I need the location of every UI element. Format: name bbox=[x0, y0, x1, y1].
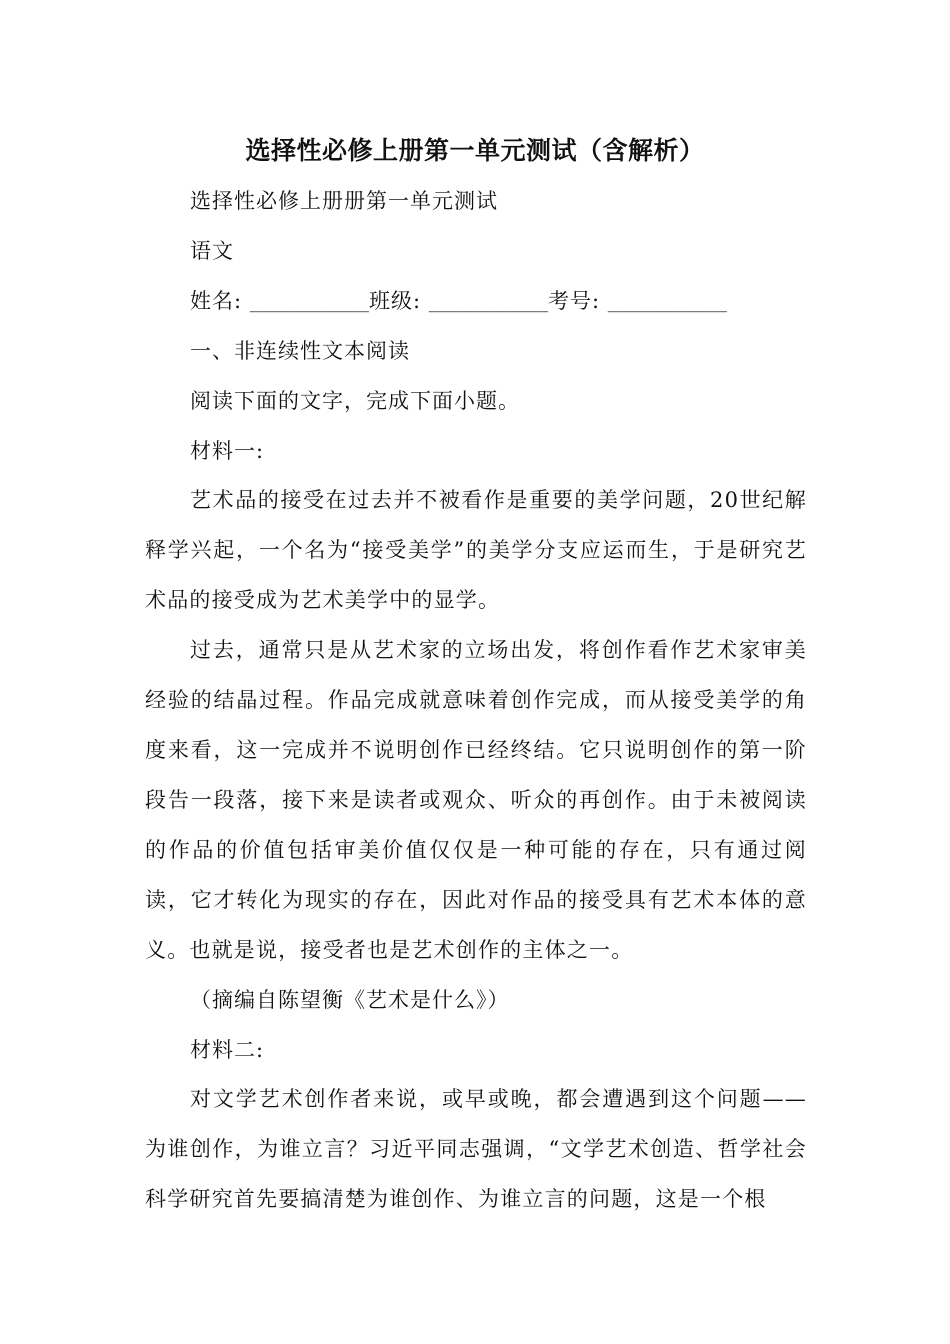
material-2-label: 材料二: bbox=[190, 1038, 265, 1062]
class-blank: ___________ bbox=[428, 292, 548, 313]
material-1-paragraph-1: 艺术品的接受在过去并不被看作是重要的美学问题，20世纪解释学兴起，一个名为“接受美学”的美学分支应运而生，于是研究艺术品的接受成为艺术美学中的显学。 bbox=[145, 488, 807, 612]
name-blank: ___________ bbox=[249, 292, 369, 313]
instruction-text: 阅读下面的文字，完成下面小题。 bbox=[190, 389, 520, 413]
section-heading: 一、非连续性文本阅读 bbox=[190, 339, 410, 363]
student-info-row bbox=[190, 286, 727, 318]
material-1-paragraph-2: 过去，通常只是从艺术家的立场出发，将创作看作艺术家审美经验的结晶过程。作品完成就意味着创作完成，而从接受美学的角度来看，这一完成并不说明创作已经终结。它只说明创作的第一阶段告一段落，接下来是读者或观众、听众的再创作。由于未被阅读的作品的价值包括审美价值仅仅是一种可能的存在，只有通过阅读，它才转化为现实的存在，因此对作品的接受具有艺术本体的意义。也就是说，接受者也是艺术创作的主体之一。 bbox=[145, 638, 807, 962]
material-1-label: 材料一: bbox=[190, 439, 265, 463]
name-label: 姓名: bbox=[190, 289, 243, 313]
document-subtitle: 选择性必修上册册第一单元测试 bbox=[190, 189, 498, 213]
exam-number-label: 考号: bbox=[547, 289, 601, 313]
class-label: 班级: bbox=[368, 289, 422, 313]
material-2-paragraph: 对文学艺术创作者来说，或早或晚，都会遭遇到这个问题——为谁创作，为谁立言？习近平同志强调，“文学艺术创造、哲学社会科学研究首先要搞清楚为谁创作、为谁立言的问题，这是一个根 bbox=[145, 1087, 807, 1211]
subject-label: 语文 bbox=[190, 239, 234, 263]
material-1-source: （摘编自陈望衡《艺术是什么》） bbox=[190, 988, 510, 1012]
exam-number-blank: ___________ bbox=[607, 292, 727, 313]
document-title: 选择性必修上册第一单元测试（含解析） bbox=[245, 136, 705, 165]
